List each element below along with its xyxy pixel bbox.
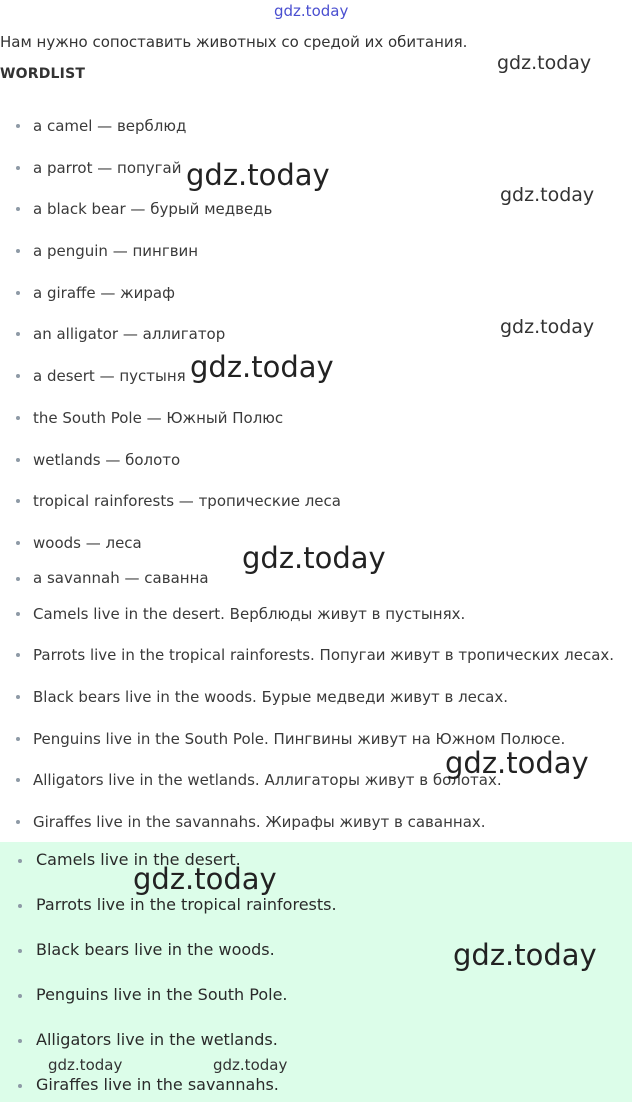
list-item	[0, 105, 632, 147]
sentence-text: Black bears live in the woods. Бурые медведи живут в лесах.	[33, 687, 508, 706]
sentence-item	[0, 676, 632, 718]
sentence-text: Penguins live in the South Pole. Пингвины живут на Южном Полюсе.	[33, 729, 566, 748]
bullet-icon	[16, 612, 20, 616]
list-item-text: a giraffe — жираф	[33, 283, 175, 302]
bullet-icon	[16, 291, 20, 295]
sentence-text: Parrots live in the tropical rainforests. Попугаи живут в тропических лесах.	[33, 646, 615, 665]
sentence-text: Camels live in the desert. Верблюды живут в пустынях.	[33, 604, 466, 623]
watermark: gdz.today	[500, 184, 595, 206]
list-item-text: a savannah — саванна	[33, 568, 209, 587]
list-item-text: woods — леса	[33, 533, 142, 552]
list-item-text: wetlands — болото	[33, 450, 181, 469]
sentence-text: Alligators live in the wetlands. Аллигаторы живут в болотах.	[33, 771, 502, 790]
bullet-icon	[16, 249, 20, 253]
watermark: gdz.today	[186, 158, 330, 192]
section-title: WORDLIST	[0, 66, 86, 82]
watermark: gdz.today	[213, 1056, 288, 1074]
answer-text: Parrots live in the tropical rainforests.	[36, 895, 337, 914]
intro-text: Нам нужно сопоставить животных со средой их обитания.	[0, 33, 468, 51]
list-item-text: a parrot — попугай	[33, 158, 182, 177]
answer-text: Camels live in the desert.	[36, 850, 241, 869]
bullet-icon	[16, 499, 20, 503]
bullet-icon	[18, 949, 22, 953]
list-item	[0, 272, 632, 314]
bullet-icon	[16, 737, 20, 741]
watermark: gdz.today	[133, 862, 277, 896]
watermark: gdz.today	[48, 1056, 123, 1074]
watermark: gdz.today	[445, 746, 589, 780]
bullet-icon	[16, 207, 20, 211]
list-item-text: the South Pole — Южный Полюс	[33, 408, 284, 427]
list-item-text: tropical rainforests — тропические леса	[33, 492, 341, 511]
watermark: gdz.today	[497, 52, 592, 74]
watermark: gdz.today	[242, 541, 386, 575]
sentence-item	[0, 801, 632, 843]
answer-text: Giraffes live in the savannahs.	[36, 1075, 279, 1094]
bullet-icon	[16, 695, 20, 699]
bullet-icon	[18, 1039, 22, 1043]
bullet-icon	[18, 1084, 22, 1088]
bullet-icon	[16, 541, 20, 545]
answer-text: Alligators live in the wetlands.	[36, 1030, 278, 1049]
list-item	[0, 480, 632, 522]
bullet-icon	[16, 778, 20, 782]
answer-item	[0, 838, 632, 883]
answer-text: Black bears live in the woods.	[36, 940, 275, 959]
list-item-text: a black bear — бурый медведь	[33, 200, 273, 219]
list-item	[0, 230, 632, 272]
list-item-text: an alligator — аллигатор	[33, 325, 226, 344]
answer-item	[0, 883, 632, 928]
sentence-item	[0, 593, 632, 635]
bullet-icon	[16, 166, 20, 170]
watermark: gdz.today	[500, 316, 595, 338]
bullet-icon	[16, 458, 20, 462]
list-item	[0, 439, 632, 481]
bullet-icon	[16, 124, 20, 128]
sentence-item	[0, 634, 632, 676]
bullet-icon	[18, 859, 22, 863]
list-item-text: a camel — верблюд	[33, 117, 187, 135]
bullet-icon	[18, 904, 22, 908]
site-logo[interactable]: gdz.today	[274, 2, 349, 20]
list-item-text: a penguin — пингвин	[33, 242, 199, 261]
bullet-icon	[18, 994, 22, 998]
bullet-icon	[16, 416, 20, 420]
bullet-icon	[16, 653, 20, 657]
bullet-icon	[16, 332, 20, 336]
sentence-text: Giraffes live in the savannahs. Жирафы живут в саваннах.	[33, 813, 486, 831]
list-item-text: a desert — пустыня	[33, 367, 186, 386]
answer-text: Penguins live in the South Pole.	[36, 985, 288, 1004]
list-item	[0, 397, 632, 439]
answer-item	[0, 973, 632, 1018]
bullet-icon	[16, 577, 20, 581]
bullet-icon	[16, 374, 20, 378]
bullet-icon	[16, 820, 20, 824]
watermark: gdz.today	[190, 350, 334, 384]
watermark: gdz.today	[453, 938, 597, 972]
wordlist	[0, 105, 632, 843]
